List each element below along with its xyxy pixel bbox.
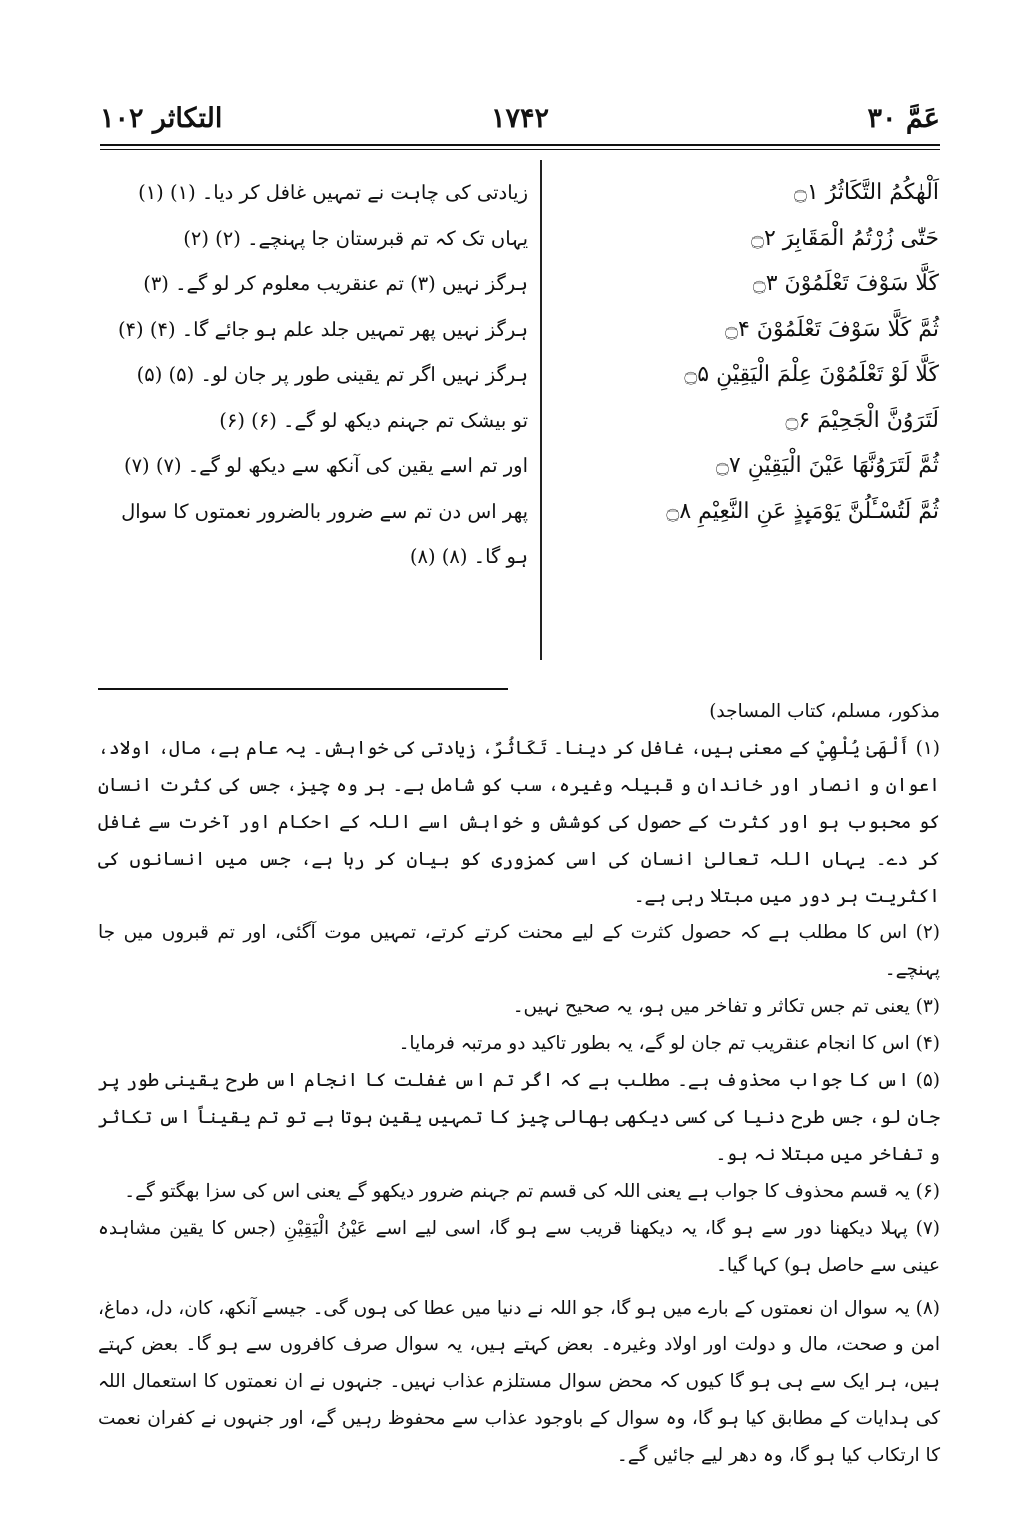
header-rule [100, 144, 940, 146]
juz-label: عَمَّ ۳۰ [867, 103, 940, 134]
arabic-verse: لَتَرَوُنَّ الْجَحِيْمَ ۝۶ [785, 407, 939, 433]
translation-line: پھر اس دن تم سے ضرور بالضرور نعمتوں کا سوال ہو گا۔ (۸) (۸) [121, 499, 528, 568]
arabic-verse: اَلْهٰكُمُ التَّكَاثُرُ ۝۱ [793, 180, 939, 205]
footnote-3: (۳) یعنی تم جس تکاثر و تفاخر میں ہو، یہ صحیح نہیں۔ [512, 996, 940, 1018]
footnote-6: (۶) یہ قسم محذوف کا جواب ہے یعنی اللہ کی قسم تم جہنم ضرور دیکھو گے یعنی اس کی سزا بھگتو گے۔ [124, 1180, 940, 1202]
footnotes [98, 690, 940, 1475]
footnote-7: (۷) پہلا دیکھنا دور سے ہو گا، یہ دیکھنا قریب سے ہو گا، اسی لیے اسے عَيْنُ الْيَقِيْنِ (جس کا یقین مشاہدہ عینی سے حاصل ہو) کہا گیا۔ [98, 1217, 940, 1276]
footnote-source: مذکور، مسلم، کتاب المساجد) [709, 701, 940, 722]
arabic-verse: ثُمَّ لَتَرَوُنَّهَا عَيْنَ الْيَقِيْنِ ۝۷ [715, 453, 939, 478]
translation-column [98, 170, 528, 579]
arabic-text-column [549, 170, 939, 534]
translation-line: اور تم اسے یقین کی آنکھ سے دیکھ لو گے۔ (۷) (۷) [123, 454, 528, 477]
translation-line: ہرگز نہیں پھر تمہیں جلد علم ہو جائے گا۔ (۴) (۴) [117, 317, 528, 341]
arabic-verse: ثُمَّ لَتُسْـَٔلُنَّ يَوْمَىِٕذٍ عَنِ النَّعِيْمِ ۝۸ [666, 498, 939, 524]
footnote-8: (۸) یہ سوال ان نعمتوں کے بارے میں ہو گا، جو اللہ نے دنیا میں عطا کی ہوں گی۔ جیسے آنکھ، کان، دل، دماغ، امن و صحت، مال و دولت اور اولاد وغیرہ۔ بعض کہتے ہیں، یہ سوال صرف کافروں سے ہو گا۔ بعض کہتے ہیں، ہر ایک سے ہی ہو گا کیوں کہ محض سوال مستلزم عذاب نہیں۔ جنہوں نے ان نعمتوں کا استعمال اللہ کی ہدایات کے مطابق کیا ہو گا، وہ سوال کے باوجود عذاب سے محفوظ رہیں گے، اور جنہوں نے کفران نعمت کا ارتکاب کیا ہو گا، وہ دھر لیے جائیں گے۔ [98, 1297, 940, 1467]
arabic-verse: كَلَّا لَوْ تَعْلَمُوْنَ عِلْمَ الْيَقِيْنِ ۝۵ [684, 362, 939, 387]
footnote-4: (۴) اس کا انجام عنقریب تم جان لو گے، یہ بطور تاکید دو مرتبہ فرمایا۔ [398, 1033, 940, 1055]
arabic-verse: ثُمَّ كَلَّا سَوْفَ تَعْلَمُوْنَ ۝۴ [725, 316, 939, 342]
header-rule-thin [100, 149, 940, 150]
translation-line: ہرگز نہیں (۳) تم عنقریب معلوم کر لو گے۔ (۳) [143, 272, 528, 295]
surah-label: التکاثر ۱۰۲ [100, 103, 223, 134]
arabic-verse: كَلَّا سَوْفَ تَعْلَمُوْنَ ۝۳ [752, 271, 939, 296]
footnote-1: (۱) أَلْهَىٰ يُلْهِيْ کے معنی ہیں، غافل کر دینا۔ تَكَاثُرٌ، زیادتی کی خواہش۔ یہ عام ہے، مال، اولاد، اعوان و انصار اور خاندان و قبیلہ وغیرہ، سب کو شامل ہے۔ ہر وہ چیز، جس کی کثرت انسان کو محبوب ہو اور کثرت کے حصول کی کوشش و خواہش اسے اللہ کے احکام اور آخرت سے غافل کر دے۔ یہاں اللہ تعالیٰ انسان کی اسی کمزوری کو بیان کر رہا ہے، جس میں انسانوں کی اکثریت ہر دور میں مبتلا رہی ہے۔ [98, 737, 940, 907]
translation-line: زیادتی کی چاہت نے تمہیں غافل کر دیا۔ (۱) (۱) [138, 181, 528, 204]
page-number: ۱۷۴۲ [490, 103, 549, 134]
translation-line: تو بیشک تم جہنم دیکھ لو گے۔ (۶) (۶) [219, 408, 528, 432]
footnote-2: (۲) اس کا مطلب ہے کہ حصول کثرت کے لیے محنت کرتے کرتے، تمہیں موت آگئی، اور تم قبروں میں جا پہنچے۔ [98, 922, 940, 981]
column-divider [540, 160, 542, 660]
translation-line: یہاں تک کہ تم قبرستان جا پہنچے۔ (۲) (۲) [183, 226, 528, 250]
page-header [100, 95, 940, 145]
arabic-verse: حَتّٰى زُرْتُمُ الْمَقَابِرَ ۝۲ [751, 225, 939, 251]
footnote-5: (۵) اس کا جواب محذوف ہے۔ مطلب ہے کہ اگر تم اس غفلت کا انجام اس طرح یقینی طور پر جان لو، جس طرح دنیا کی کسی دیکھی بھالی چیز کا تمہیں یقین ہوتا ہے تو تم یقیناً اس تکاثر و تفاخر میں مبتلا نہ ہو۔ [98, 1070, 940, 1165]
translation-line: ہرگز نہیں اگر تم یقینی طور پر جان لو۔ (۵) (۵) [136, 363, 528, 386]
